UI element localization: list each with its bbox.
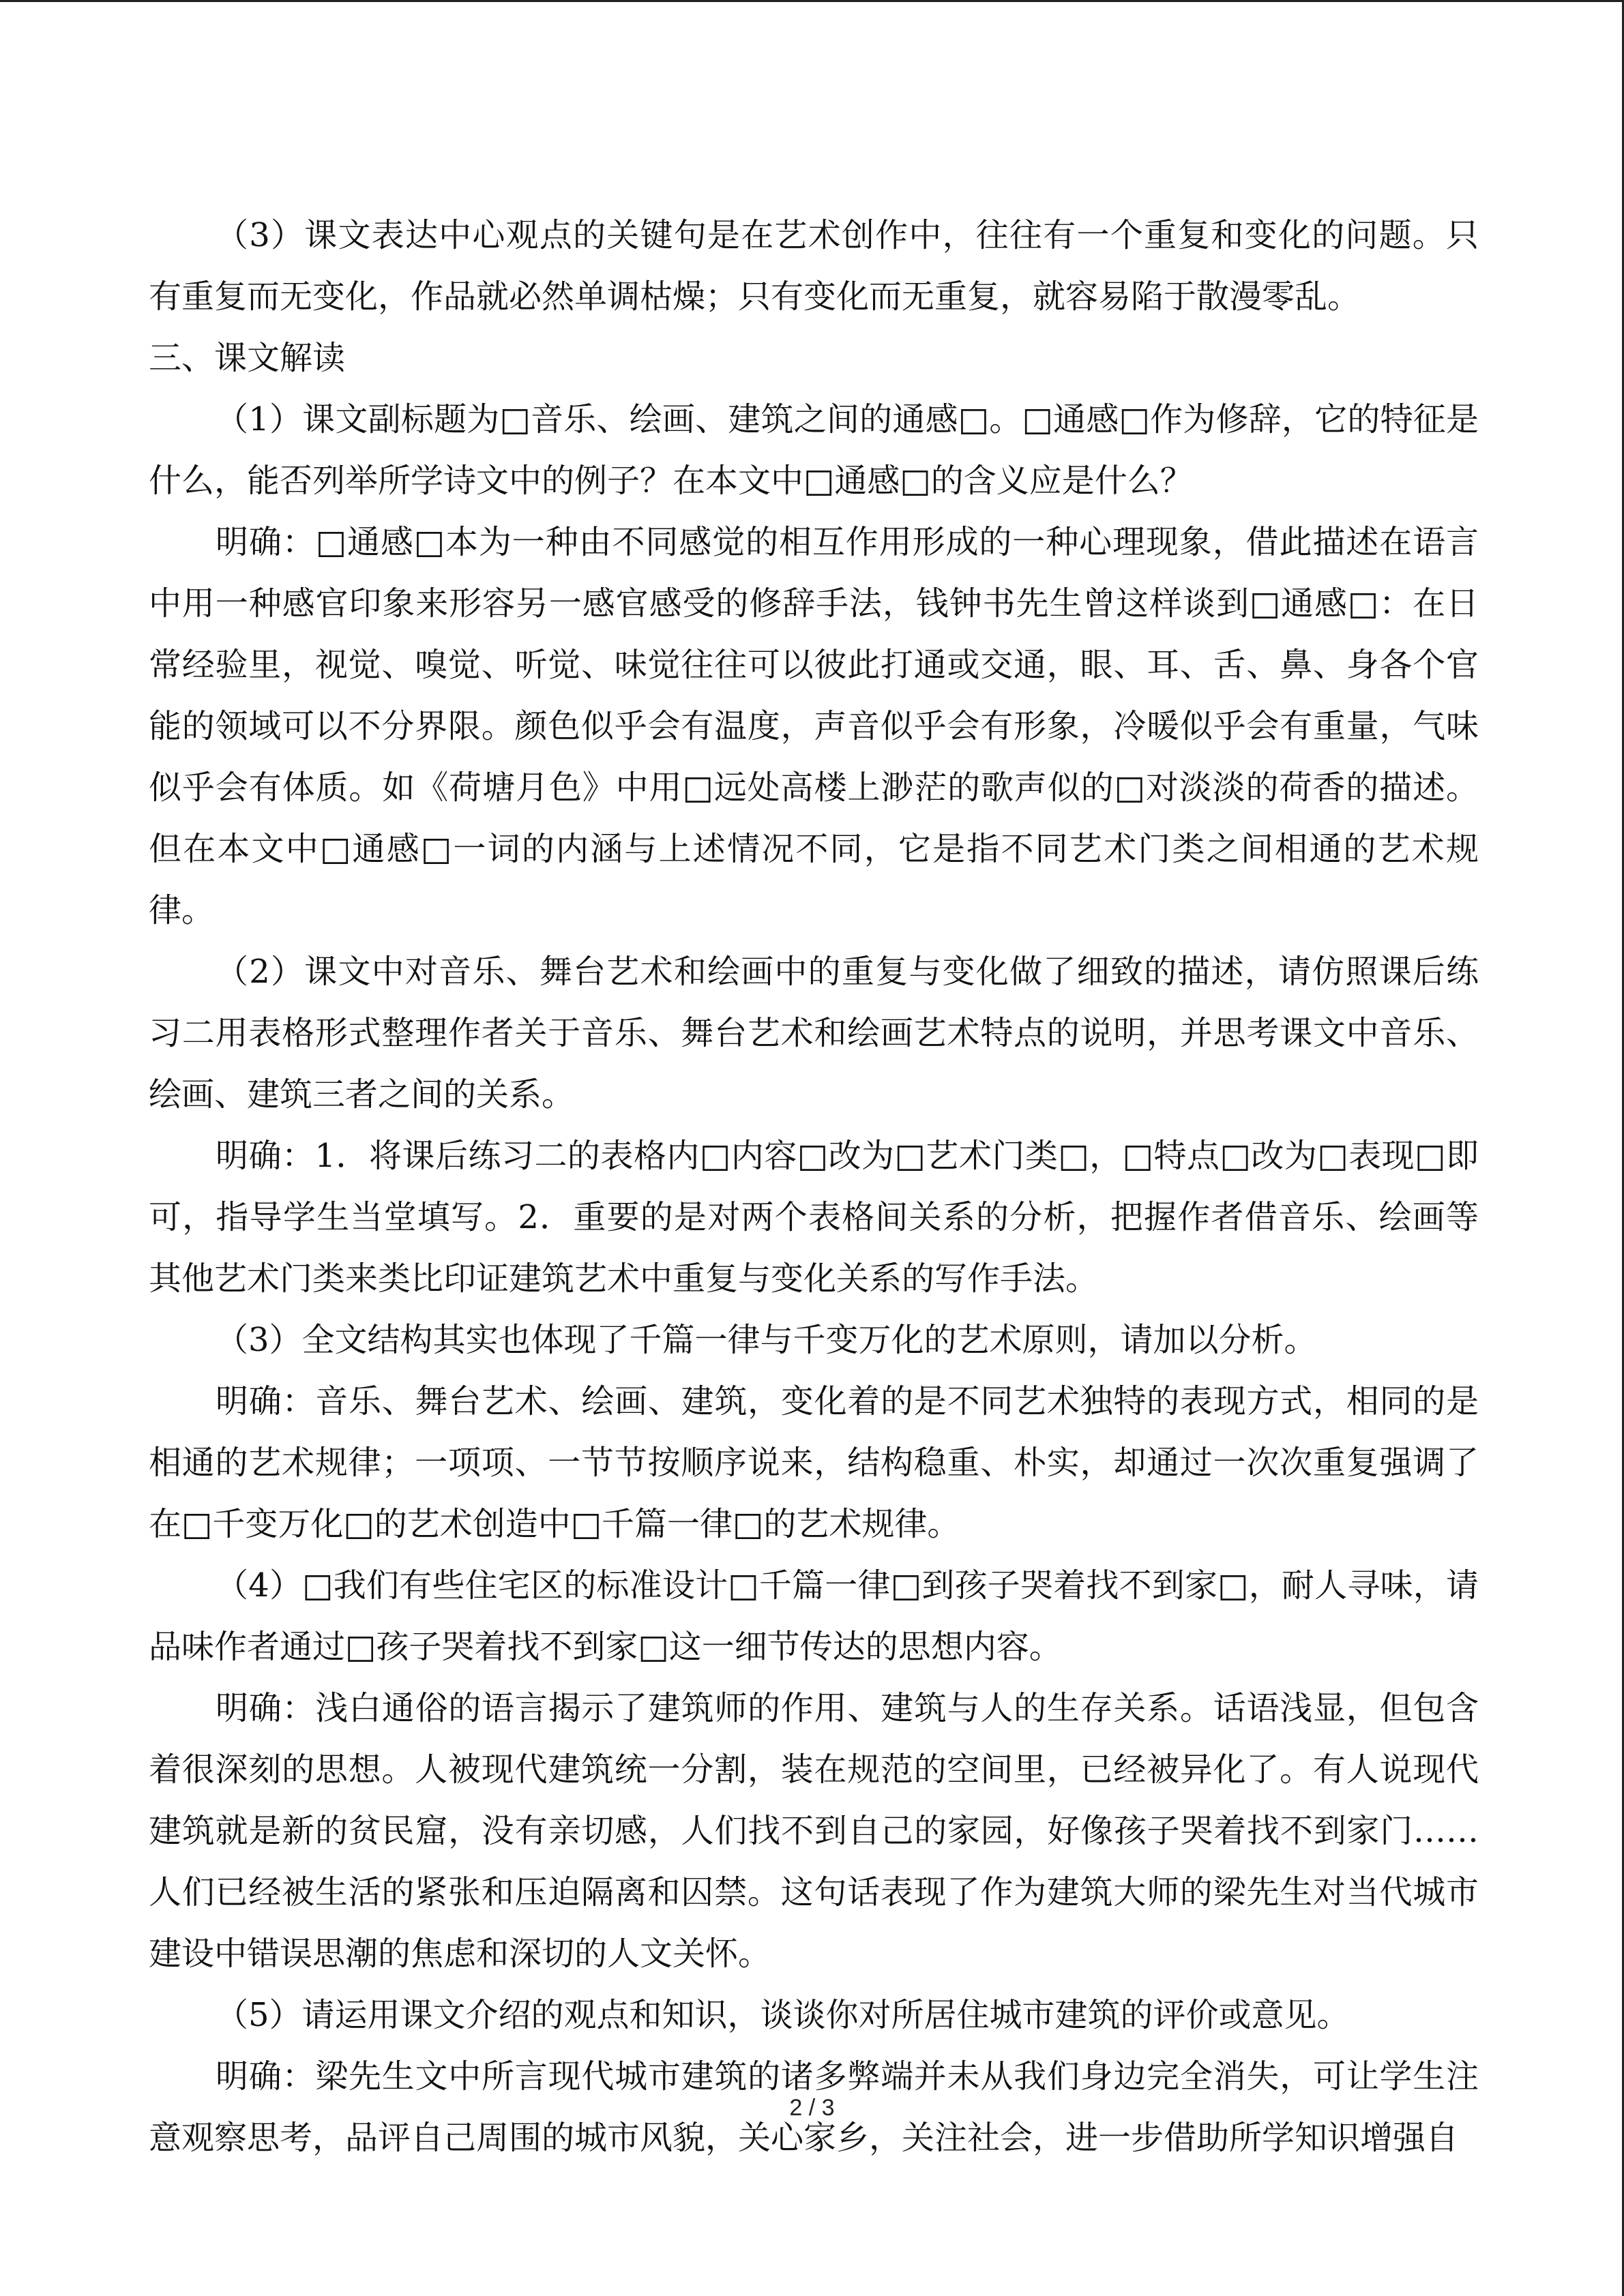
paragraph-answer-1: 明确：□通感□本为一种由不同感觉的相互作用形成的一种心理现象，借此描述在语言中用一种感官印象来形容另一感官感受的修辞手法，钱钟书先生曾这样谈到□通感□：在日常经验里，视觉、嗅觉、听觉、味觉往往可以彼此打通或交通，眼、耳、舌、鼻、身各个官能的领域可以不分界限。颜色似乎会有温度，声音似乎会有形象，冷暖似乎会有重量，气味似乎会有体质。如《荷塘月色》中用□远处高楼上渺茫的歌声似的□对淡淡的荷香的描述。但在本文中□通感□一词的内涵与上述情况不同，它是指不同艺术门类之间相通的艺术规律。	[149, 523, 1479, 929]
document-body	[149, 205, 1479, 2168]
paragraph-answer-5: 明确：梁先生文中所言现代城市建筑的诸多弊端并未从我们身边完全消失，可让学生注意观察思考，品评自己周围的城市风貌，关心家乡，关注社会，进一步借助所学知识增强自	[149, 2057, 1479, 2157]
paragraph-answer-2: 明确：1．将课后练习二的表格内□内容□改为□艺术门类□，□特点□改为□表现□即可，指导学生当堂填写。2．重要的是对两个表格间关系的分析，把握作者借音乐、绘画等其他艺术门类来类比印证建筑艺术中重复与变化关系的写作手法。	[149, 1137, 1479, 1298]
paragraph-answer-3: 明确：音乐、舞台艺术、绘画、建筑，变化着的是不同艺术独特的表现方式，相同的是相通的艺术规律；一项项、一节节按顺序说来，结构稳重、朴实，却通过一次次重复强调了在□千变万化□的艺术创造中□千篇一律□的艺术规律。	[149, 1382, 1479, 1543]
paragraph-answer-4: 明确：浅白通俗的语言揭示了建筑师的作用、建筑与人的生存关系。话语浅显，但包含着很深刻的思想。人被现代建筑统一分割，装在规范的空间里，已经被异化了。有人说现代建筑就是新的贫民窟，没有亲切感，人们找不到自己的家园，好像孩子哭着找不到家门……人们已经被生活的紧张和压迫隔离和囚禁。这句话表现了作为建筑大师的梁先生对当代城市建设中错误思潮的焦虑和深切的人文关怀。	[149, 1689, 1479, 1973]
page-indicator: 2 / 3	[789, 2095, 835, 2121]
paragraph-question-1: （1）课文副标题为□音乐、绘画、建筑之间的通感□。□通感□作为修辞，它的特征是什么，能否列举所学诗文中的例子？在本文中□通感□的含义应是什么？	[149, 400, 1479, 500]
section-heading-text-reading: 三、课文解读	[149, 339, 346, 377]
paragraph-question-3: （3）全文结构其实也体现了千篇一律与千变万化的艺术原则，请加以分析。	[216, 1321, 1317, 1359]
paragraph-question-4: （4）□我们有些住宅区的标准设计□千篇一律□到孩子哭着找不到家□，耐人寻味，请品味作者通过□孩子哭着找不到家□这一细节传达的思想内容。	[149, 1566, 1479, 1666]
paragraph-question-2: （2）课文中对音乐、舞台艺术和绘画中的重复与变化做了细致的描述，请仿照课后练习二用表格形式整理作者关于音乐、舞台艺术和绘画艺术特点的说明，并思考课文中音乐、绘画、建筑三者之间的关系。	[149, 953, 1479, 1114]
top-border-line	[0, 0, 1624, 2]
paragraph-q3-key-sentence: （3）课文表达中心观点的关键句是在艺术创作中，往往有一个重复和变化的问题。只有重复而无变化，作品就必然单调枯燥；只有变化而无重复，就容易陷于散漫零乱。	[149, 216, 1479, 316]
paragraph-question-5: （5）请运用课文介绍的观点和知识，谈谈你对所居住城市建筑的评价或意见。	[216, 1996, 1350, 2034]
